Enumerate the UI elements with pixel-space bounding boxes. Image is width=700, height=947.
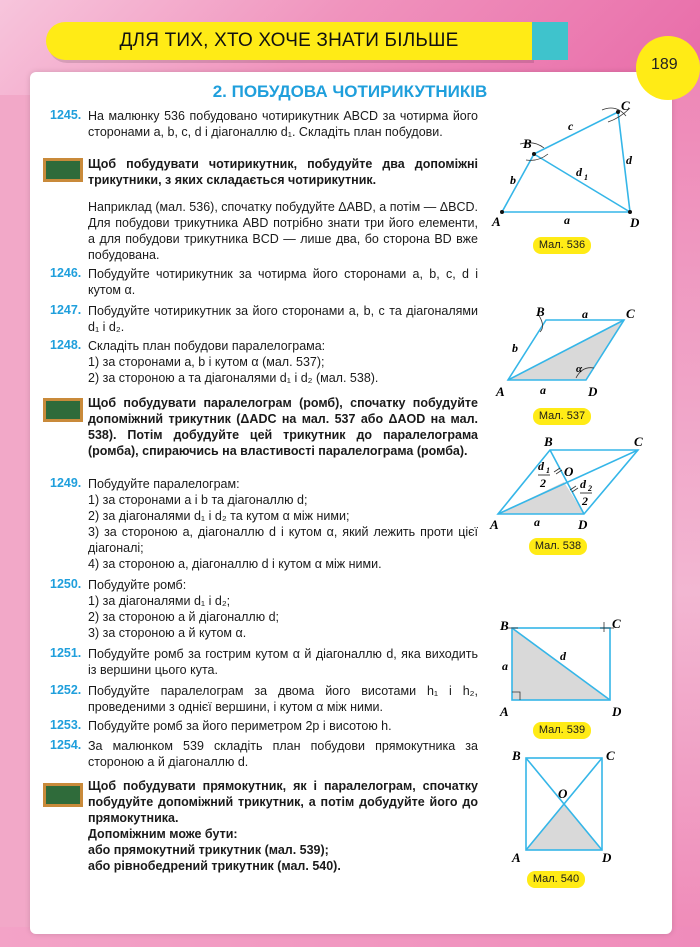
label-b: b (512, 341, 518, 355)
label-D: D (630, 215, 640, 230)
task-text: За малюнком 539 складіть план побудови прямокутника за стороною a й діагоналлю d. (88, 739, 478, 769)
label-B: B (544, 434, 553, 449)
note-text: або рівнобедрений трикутник (мал. 540). (88, 859, 341, 873)
task-list (88, 338, 478, 386)
label-D: D (612, 704, 622, 718)
example-text: Наприклад (мал. 536), спочатку побудуйте ΔABD, а потім — ΔBCD. Для побудови трикутника ABD потрібно знати три його елементи, а для побудови трикутника BCD — лише два, бо сторона BD вже побудована. (88, 200, 478, 262)
task-line: 2) за стороною a та діагоналями d₁ і d₂ (мал. 538). (88, 371, 379, 385)
banner-tab (532, 22, 568, 60)
label-d1: d (538, 459, 544, 473)
figure-caption: Мал. 539 (533, 722, 591, 739)
figure-538 (488, 432, 648, 532)
task-line: Побудуйте ромб: (88, 578, 187, 592)
task-text: Побудуйте чотирикутник за чотирма його сторонами a, b, c, d і кутом α. (88, 267, 478, 297)
figure-caption: Мал. 540 (527, 871, 585, 888)
task-line: Побудуйте паралелограм: (88, 477, 240, 491)
note-box (88, 778, 478, 874)
figure-caption: Мал. 537 (533, 408, 591, 425)
task-line: 1) за сторонами a і b та діагоналлю d; (88, 493, 308, 507)
task-number: 1247. (50, 303, 82, 317)
figure-539 (496, 614, 630, 718)
section-title: 2. ПОБУДОВА ЧОТИРИКУТНИКІВ (212, 82, 488, 101)
label-C: C (606, 748, 615, 763)
figure-537 (490, 302, 650, 402)
label-a-bottom: a (540, 383, 546, 397)
header-banner (46, 22, 532, 60)
label-O: O (564, 464, 574, 479)
chalkboard-icon (42, 782, 84, 808)
label-d: d (560, 649, 566, 663)
page-number: 189 (651, 56, 678, 73)
label-d: d (626, 153, 632, 167)
label-d1-sub: 1 (584, 173, 588, 182)
background-right (670, 60, 700, 947)
label-a: a (564, 213, 570, 227)
task-number: 1251. (50, 646, 82, 660)
task-text: Побудуйте ромб за гострим кутом α й діагоналлю d, яка виходить із вершини цього кута. (88, 647, 478, 677)
task-line: 1) за сторонами a, b і кутом α (мал. 537); (88, 355, 325, 369)
label-D: D (602, 850, 612, 865)
task-number: 1252. (50, 683, 82, 697)
task-text: Побудуйте ромб за його периметром 2p і висотою h. (88, 719, 392, 733)
task-line: 3) за стороною a, діагоналлю d і кутом α, який лежить проти цієї діагоналі; (88, 525, 478, 555)
label-B: B (536, 304, 545, 319)
task-line: Складіть план побудови паралелограма: (88, 339, 326, 353)
label-A: A (496, 384, 505, 399)
chalkboard-icon (42, 157, 84, 183)
label-D: D (578, 517, 588, 532)
label-a: a (502, 659, 508, 673)
label-a-top: a (582, 307, 588, 321)
note-text: Щоб побудувати прямокутник, як і паралелограм, спочатку побудуйте допоміжний трикутник, а потім добудуйте його до прямокутника. (88, 779, 478, 825)
label-C: C (621, 98, 630, 113)
note-text: або прямокутний трикутник (мал. 539); (88, 843, 329, 857)
task-line: 4) за стороною a, діагоналлю d і кутом α між ними. (88, 557, 382, 571)
task-number: 1246. (50, 266, 82, 280)
task-number: 1248. (50, 338, 82, 352)
label-B: B (500, 618, 509, 633)
task-line: 3) за стороною a й кутом α. (88, 626, 247, 640)
task-number: 1249. (50, 476, 82, 490)
label-b: b (510, 173, 516, 187)
label-C: C (612, 616, 621, 631)
label-D: D (588, 384, 598, 399)
label-O: O (558, 786, 568, 801)
label-B: B (523, 136, 532, 151)
label-d1-sub: 1 (546, 466, 550, 475)
label-d2: d (580, 477, 586, 491)
note-text: Щоб побудувати паралелограм (ромб), спочатку побудуйте допоміжний трикутник (ΔADC на мал. 537 або ΔAOD на мал. 538). Потім добудуйте цей трикутник до паралелограма (ромба), спираючись на властивості паралелограма (ромба). (88, 396, 478, 458)
figure-540 (510, 746, 620, 866)
note-text: Щоб побудувати чотирикутник, побудуйте два допоміжні трикутники, з яких складається чотирикутник. (88, 157, 478, 187)
label-d1: d (576, 165, 582, 179)
task-line: 1) за діагоналями d₁ і d₂; (88, 594, 231, 608)
note-text: Допоміжним може бути: (88, 827, 238, 841)
task-number: 1253. (50, 718, 82, 732)
label-two-1: 2 (540, 476, 546, 490)
figure-caption: Мал. 536 (533, 237, 591, 254)
task-text: Побудуйте паралелограм за двома його висотами h₁ і h₂, проведеними з однієї вершини, і кутом α між ними. (88, 684, 478, 714)
label-d2-sub: 2 (588, 484, 592, 493)
label-C: C (626, 306, 635, 321)
task-number: 1250. (50, 577, 82, 591)
task-text: На малюнку 536 побудовано чотирикутник ABCD за чотирма його сторонами a, b, c, d і діагоналлю d₁. Складіть план побудови. (88, 109, 478, 139)
task-list (88, 476, 478, 572)
label-B: B (512, 748, 521, 763)
label-C: C (634, 434, 643, 449)
task-line: 2) за діагоналями d₁ і d₂ та кутом α між ними; (88, 509, 350, 523)
label-alpha: α (576, 363, 583, 375)
label-A: A (490, 517, 499, 532)
label-c: c (568, 119, 574, 133)
banner-title: ДЛЯ ТИХ, ХТО ХОЧЕ ЗНАТИ БІЛЬШЕ (119, 30, 459, 51)
label-two-2: 2 (582, 494, 588, 508)
task-number: 1254. (50, 738, 82, 752)
task-list (88, 577, 478, 641)
task-number: 1245. (50, 108, 82, 122)
figure-caption: Мал. 538 (529, 538, 587, 555)
label-A: A (512, 850, 521, 865)
label-A: A (500, 704, 509, 718)
figure-536 (490, 96, 650, 236)
label-A: A (492, 214, 501, 229)
chalkboard-icon (42, 397, 84, 423)
task-text: Побудуйте чотирикутник за його сторонами a, b, c та діагоналями d₁ і d₂. (88, 304, 478, 334)
label-a: a (534, 515, 540, 529)
task-line: 2) за стороною a й діагоналлю d; (88, 610, 279, 624)
